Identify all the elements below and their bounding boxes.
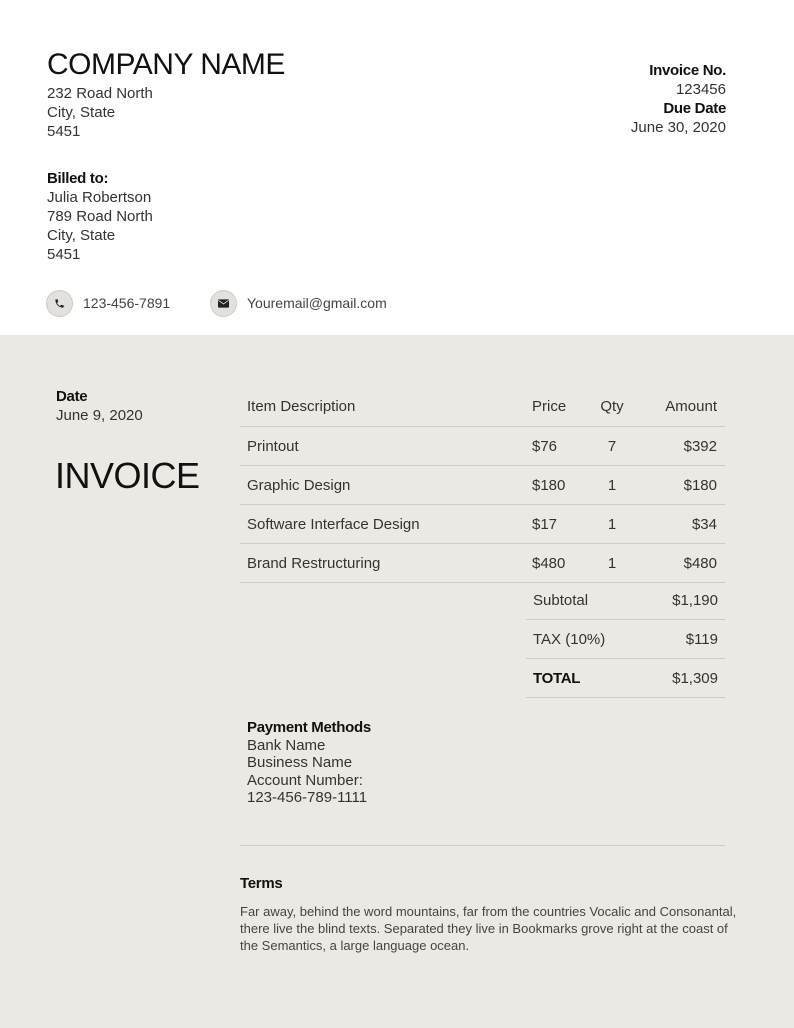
company-address-line: 232 Road North [47,85,153,102]
total-row [526,659,725,698]
payment-line: 123-456-789-1111 [247,789,368,806]
item-amount: $34 [691,515,717,533]
terms-text: Far away, behind the word mountains, far from the countries Vocalic and Consonantal, there live the blind texts. Separated they live in Bookmarks grove right at the coast of the Semantics, a large language ocean. [240,904,737,953]
payment-line: Business Name [247,754,353,771]
phone-number: 123-456-7891 [83,295,171,311]
billed-to-address-line: 5451 [47,246,81,263]
item-description: Brand Restructuring [247,554,381,572]
invoice-title: INVOICE [55,455,200,496]
tax-label: TAX (10%) [533,630,606,648]
line-items-table [240,387,725,583]
tax-row [526,620,725,659]
tax-value: $119 [685,630,718,648]
table-header-row [240,387,725,427]
billed-to-name: Julia Robertson [47,189,152,206]
company-address-line: City, State [47,104,116,121]
item-qty: 1 [607,554,617,572]
header-qty: Qty [600,398,624,415]
item-description: Printout [247,437,299,455]
item-amount: $180 [683,476,717,494]
totals-block [526,581,725,698]
company-address [47,84,153,141]
table-row [240,544,725,583]
total-label: TOTAL [533,669,581,687]
invoice-no-value: 123456 [675,81,726,98]
header-price: Price [532,398,567,415]
table-row [240,427,725,466]
table-row [240,466,725,505]
payment-methods [247,719,371,807]
payment-methods-label: Payment Methods [247,719,371,736]
table-row [240,505,725,544]
header-amount: Amount [665,398,717,415]
total-value: $1,309 [672,669,718,687]
contact-email [210,288,387,318]
invoice-date [56,387,143,425]
item-price: $76 [532,437,558,455]
date-value: June 9, 2020 [56,407,143,424]
due-date-label: Due Date [663,100,726,117]
item-qty: 7 [607,437,617,455]
billed-to-label: Billed to: [47,170,109,187]
billed-to [47,169,153,264]
item-price: $180 [532,476,566,494]
email-address: Youremail@gmail.com [247,295,387,311]
item-price: $17 [532,515,558,533]
item-price: $480 [532,554,566,572]
invoice-meta [631,61,726,137]
contact-phone [46,288,170,318]
subtotal-value: $1,190 [672,591,718,609]
item-description: Graphic Design [247,476,351,494]
payment-line: Account Number: [247,771,363,789]
section-divider [240,845,725,846]
mail-icon [210,290,237,317]
company-name: COMPANY NAME [47,48,285,81]
item-amount: $392 [683,437,717,455]
due-date-value: June 30, 2020 [630,119,726,136]
item-qty: 1 [607,515,617,533]
date-label: Date [56,388,88,405]
item-description: Software Interface Design [247,515,420,533]
item-amount: $480 [683,554,717,572]
subtotal-label: Subtotal [533,591,589,609]
header-item-description: Item Description [247,398,356,415]
subtotal-row [526,581,725,620]
phone-icon [46,290,73,317]
billed-to-address-line: 789 Road North [47,208,153,225]
payment-line: Bank Name [247,736,326,754]
invoice-no-label: Invoice No. [649,62,726,79]
billed-to-address-line: City, State [47,227,116,244]
item-qty: 1 [607,476,617,494]
terms-label: Terms [240,875,283,892]
company-address-line: 5451 [47,123,81,140]
